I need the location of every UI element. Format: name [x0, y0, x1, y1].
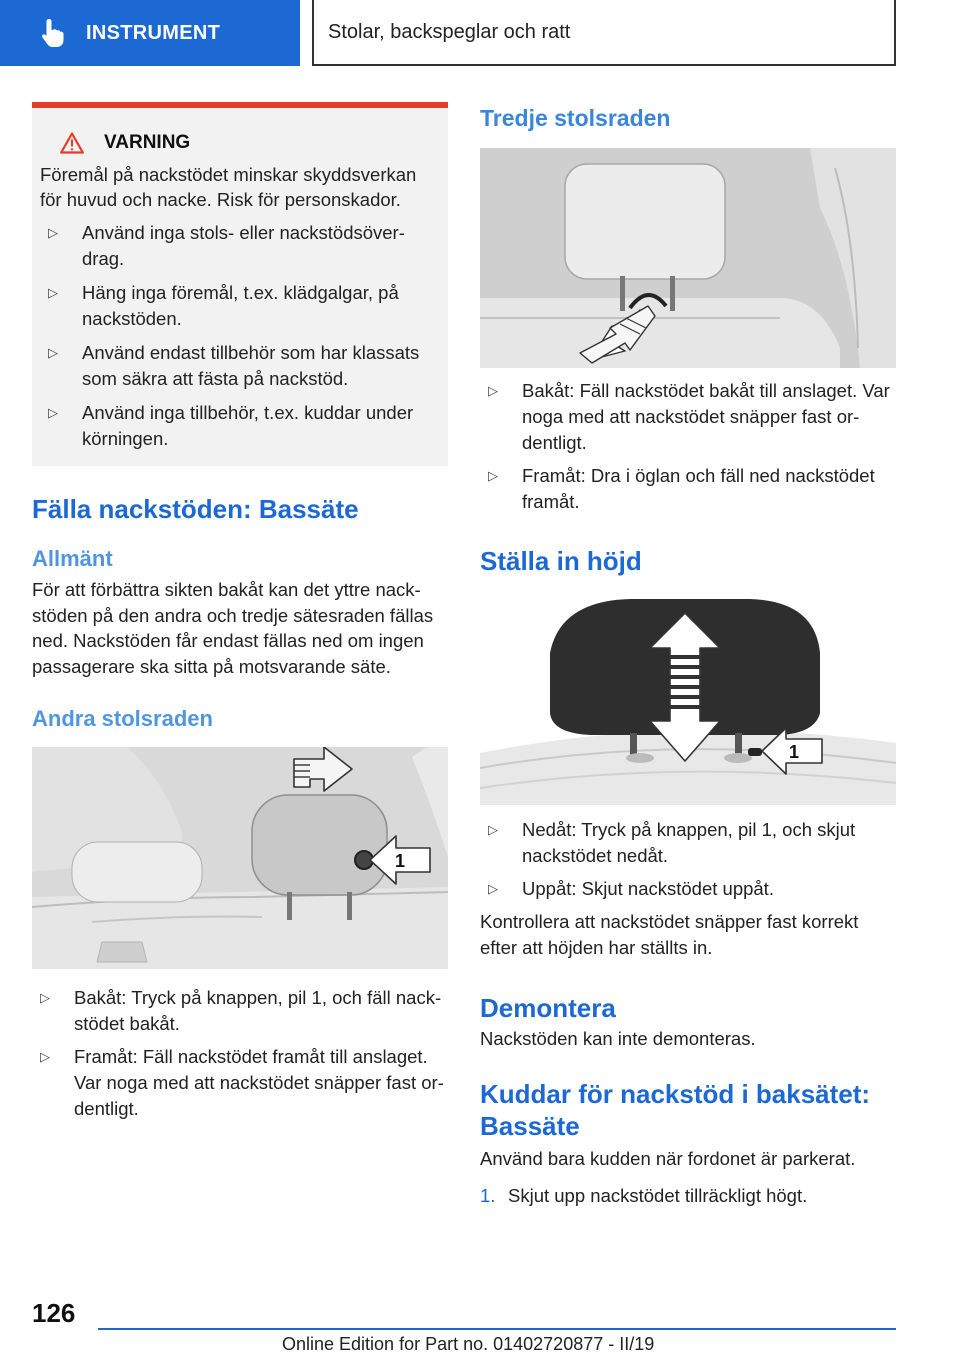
- warning-box: [32, 102, 448, 466]
- heading-second-row: Andra stolsraden: [32, 706, 213, 731]
- bullet-triangle-icon: ▷: [488, 468, 498, 483]
- list-item: ▷ Bakåt: Fäll nackstödet bakåt till anslaget. Var noga med att nackstödet snäpper fast or-dentligt.: [488, 380, 890, 453]
- page-number: 126: [32, 1298, 76, 1328]
- warning-heading: [40, 132, 438, 154]
- list-item: ▷ Framåt: Dra i öglan och fäll ned nackstödet framåt.: [488, 465, 875, 512]
- height-note: Kontrollera att nackstödet snäpper fast korrekt efter att höjden har ställts in.: [480, 911, 859, 958]
- heading-general: Allmänt: [32, 546, 113, 571]
- list-item: ▷ Häng inga föremål, t.ex. klädgalgar, på nackstöden.: [48, 282, 399, 329]
- list-item: ▷ Använd inga tillbehör, t.ex. kuddar under körningen.: [48, 402, 414, 449]
- chapter-label: INSTRUMENT: [86, 21, 221, 44]
- third-row-headrest-illustration: [480, 148, 896, 368]
- list-item: 1. Skjut upp nackstödet tillräckligt högt.: [480, 1183, 896, 1209]
- bullet-triangle-icon: ▷: [48, 405, 58, 420]
- list-item: ▷ Nedåt: Tryck på knappen, pil 1, och skjut nackstödet nedåt.: [488, 819, 856, 866]
- list-item: ▷ Använd inga stols- eller nackstödsöver-drag.: [48, 222, 405, 269]
- bullet-triangle-icon: ▷: [488, 881, 498, 896]
- chapter-tab[interactable]: [0, 0, 300, 66]
- warning-triangle-icon: [60, 132, 84, 154]
- cushion-text: Använd bara kudden när fordonet är parkerat.: [480, 1147, 856, 1169]
- right-column: [480, 100, 896, 1209]
- bullet-triangle-icon: ▷: [488, 822, 498, 837]
- third-row-list: [480, 378, 896, 515]
- heading-third-row: Tredje stolsraden: [480, 105, 671, 131]
- bullet-triangle-icon: ▷: [40, 990, 50, 1005]
- warning-list: [40, 220, 438, 452]
- page-header: [0, 0, 960, 66]
- edition-text: Online Edition for Part no. 01402720877 - II/19: [282, 1334, 655, 1354]
- cushion-steps: [480, 1183, 896, 1209]
- warning-title: VARNING: [104, 132, 191, 153]
- height-adjust-illustration: [480, 593, 896, 805]
- hand-pointer-icon: [40, 17, 68, 49]
- left-column: [32, 102, 448, 1122]
- list-item: ▷ Bakåt: Tryck på knappen, pil 1, och fäll nack-stödet bakåt.: [40, 987, 442, 1034]
- bullet-triangle-icon: ▷: [40, 1049, 50, 1064]
- bullet-triangle-icon: ▷: [48, 345, 58, 360]
- step-number: 1.: [480, 1185, 496, 1206]
- section-title: Stolar, backspeglar och ratt: [312, 0, 896, 66]
- list-item: ▷ Framåt: Fäll nackstödet framåt till anslaget. Var noga med att nackstödet snäpper fast or-dentligt.: [40, 1046, 444, 1119]
- list-item: ▷ Använd endast tillbehör som har klassats som säkra att fästa på nackstöd.: [48, 342, 420, 389]
- height-list: [480, 817, 896, 902]
- heading-remove: Demontera: [480, 993, 616, 1023]
- figure-label: 1: [395, 851, 406, 871]
- figure-label: 1: [789, 742, 800, 762]
- list-item: ▷ Uppåt: Skjut nackstödet uppåt.: [480, 876, 896, 902]
- remove-text: Nackstöden kan inte demonteras.: [480, 1028, 756, 1049]
- heading-adjust-height: Ställa in höjd: [480, 546, 642, 576]
- second-row-list: [32, 985, 448, 1122]
- footer-divider: [98, 1328, 896, 1330]
- bullet-triangle-icon: ▷: [48, 285, 58, 300]
- heading-fold-headrests: Fälla nackstöden: Bassäte: [32, 494, 359, 524]
- warning-text: Föremål på nackstödet minskar skyddsverkan för huvud och nacke. Risk för personskador.: [40, 164, 417, 210]
- bullet-triangle-icon: ▷: [488, 383, 498, 398]
- heading-cushions: Kuddar för nackstöd i baksätet: Bassäte: [480, 1078, 871, 1141]
- bullet-triangle-icon: ▷: [48, 225, 58, 240]
- general-text: För att förbättra sikten bakåt kan det yttre nack-stöden på den andra och tredje sätesraden fällas ned. Nackstöden får endast fällas ned om ingen passagerare ska sitta på motsvarande säte.: [32, 579, 434, 677]
- second-row-headrest-illustration: [32, 747, 448, 969]
